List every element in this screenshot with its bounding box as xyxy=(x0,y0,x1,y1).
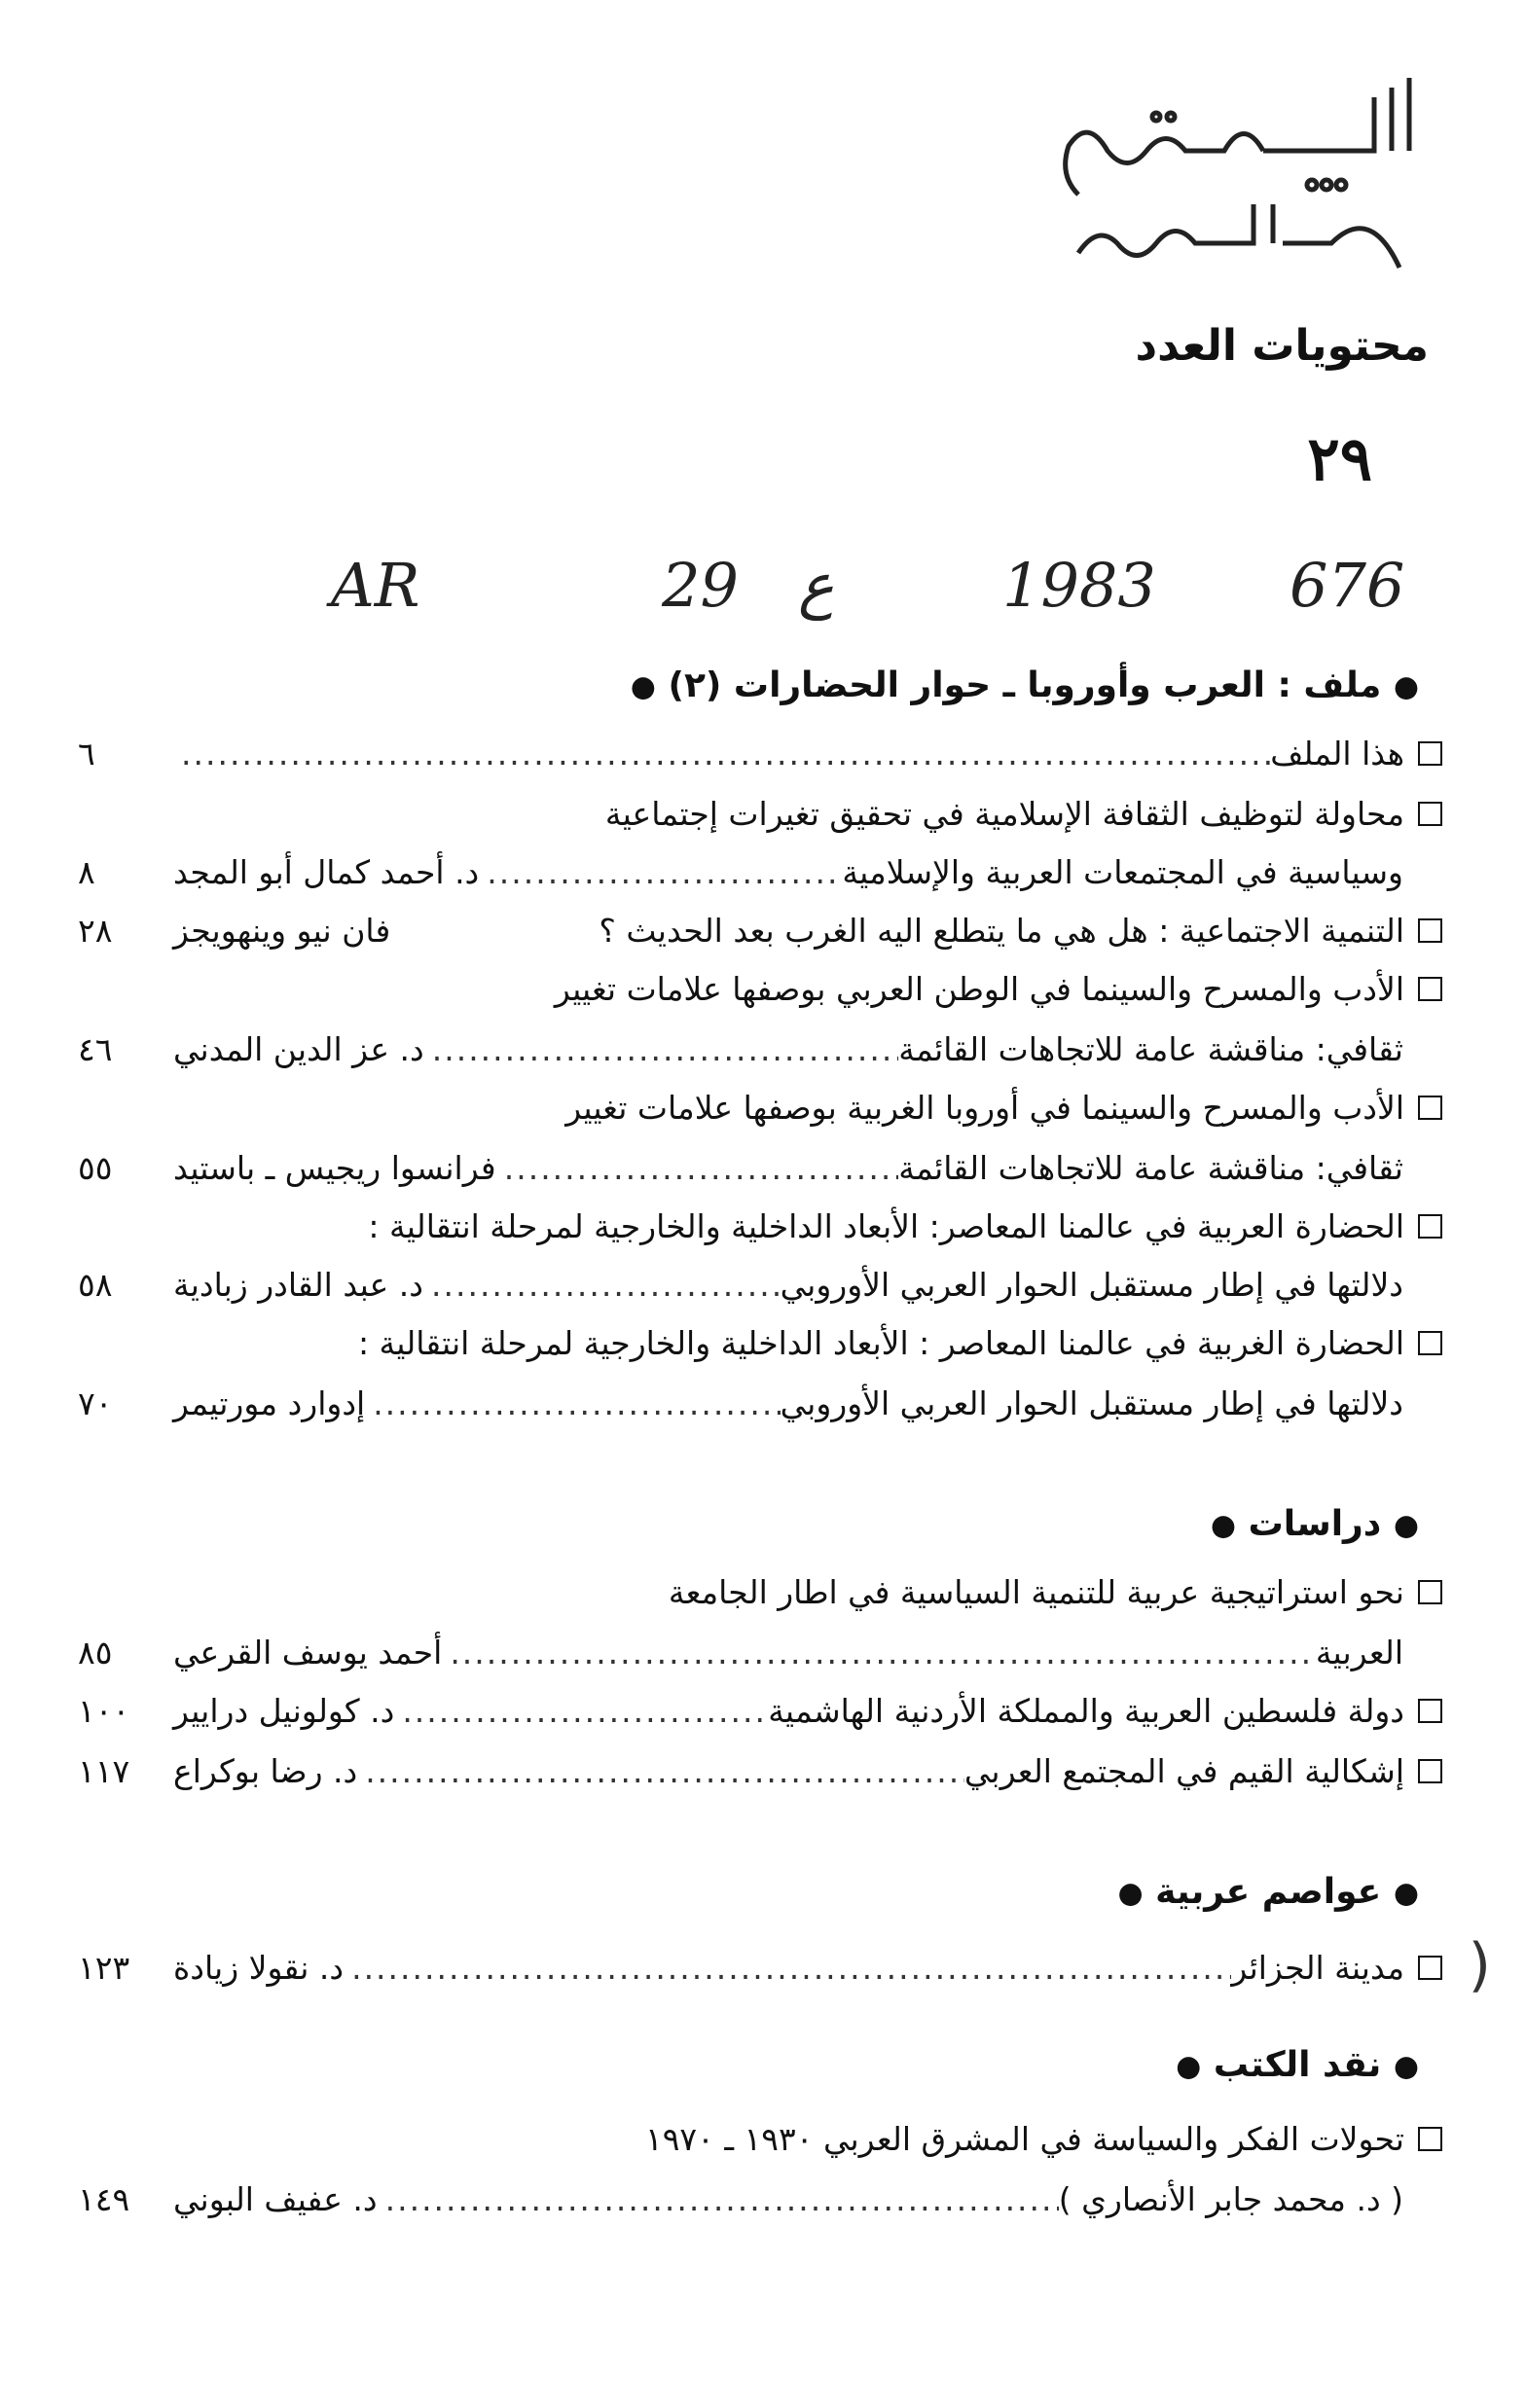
dot-leader xyxy=(442,1634,1316,1671)
toc-entry[interactable] xyxy=(78,1199,1442,1253)
entry-title: وسياسية في المجتمعات العربية والإسلامية xyxy=(842,852,1403,891)
section-title: دراسات xyxy=(1248,1504,1382,1544)
entry-title: التنمية الاجتماعية : هل هي ما يتطلع اليه الغرب بعد الحديث ؟ xyxy=(599,911,1404,950)
entry-author: فرانسوا ريجيس ـ باستيد xyxy=(173,1148,496,1187)
dot-leader xyxy=(344,1949,1231,1987)
entry-page: ٨ xyxy=(78,852,95,891)
entry-author: د. أحمد كمال أبو المجد xyxy=(173,852,480,891)
toc-entry[interactable] xyxy=(78,726,1442,780)
margin-mark: ( xyxy=(1468,1931,1491,1999)
bullet-icon: ● xyxy=(1176,2049,1202,2084)
entry-title: محاولة لتوظيف الثقافة الإسلامية في تحقيق تغيرات إجتماعية xyxy=(604,794,1404,833)
handwritten-note-a: 676 xyxy=(1290,550,1405,621)
handwritten-note-e: AR xyxy=(331,550,420,621)
toc-entry[interactable] xyxy=(78,2111,1442,2166)
issue-number: ٢٩ xyxy=(1307,423,1372,494)
entry-page: ٧٠ xyxy=(78,1384,113,1422)
entry-page: ١١٧ xyxy=(78,1751,130,1790)
section-heading xyxy=(1211,1504,1419,1544)
dot-leader xyxy=(423,1266,781,1304)
checkbox-icon xyxy=(1418,1331,1442,1355)
section-title: عواصم عربية xyxy=(1155,1872,1382,1912)
entry-author: أحمد يوسف القرعي xyxy=(173,1633,443,1671)
checkbox-icon xyxy=(1418,802,1442,826)
toc-entry[interactable] xyxy=(78,1564,1442,1619)
entry-title: تحولات الفكر والسياسة في المشرق العربي ١٩٣٠ ـ ١٩٧٠ xyxy=(644,2119,1404,2158)
toc-entry-continuation[interactable] xyxy=(78,1257,1442,1312)
dot-leader xyxy=(479,853,842,891)
entry-page: ١٢٣ xyxy=(78,1948,130,1987)
toc-entry-continuation[interactable] xyxy=(78,1022,1442,1076)
entry-title: الأدب والمسرح والسينما في أوروبا الغربية بوصفها علامات تغيير xyxy=(565,1088,1404,1127)
entry-title: ثقافي: مناقشة عامة للاتجاهات القائمة xyxy=(898,1029,1403,1068)
bullet-icon: ● xyxy=(1393,1876,1419,1911)
toc-entry[interactable] xyxy=(78,1683,1442,1738)
bullet-icon: ● xyxy=(1117,1876,1144,1911)
section-heading xyxy=(1176,2045,1419,2085)
toc-entry-continuation[interactable] xyxy=(78,1140,1442,1195)
entry-page: ٢٨ xyxy=(78,911,113,950)
entry-title: إشكالية القيم في المجتمع العربي xyxy=(963,1751,1404,1790)
checkbox-icon xyxy=(1418,1580,1442,1604)
entry-page: ٥٨ xyxy=(78,1265,113,1304)
entry-page: ٤٦ xyxy=(78,1029,113,1068)
contents-title: محتويات العدد xyxy=(1135,321,1429,371)
entry-title: مدينة الجزائر xyxy=(1231,1948,1404,1987)
toc-entry-continuation[interactable] xyxy=(78,1376,1442,1430)
bullet-icon: ● xyxy=(1393,2049,1419,2084)
entry-author: د. عز الدين المدني xyxy=(173,1029,424,1068)
checkbox-icon xyxy=(1418,2127,1442,2151)
bullet-icon: ● xyxy=(1393,669,1419,704)
entry-author: د. عفيف البوني xyxy=(173,2179,378,2218)
dot-leader xyxy=(357,1752,964,1790)
entry-title: العربية xyxy=(1315,1633,1403,1671)
entry-title: دلالتها في إطار مستقبل الحوار العربي الأوروبي xyxy=(780,1265,1403,1304)
entry-author: فان نيو وينهويجز xyxy=(173,911,391,950)
checkbox-icon xyxy=(1418,1759,1442,1783)
section-heading xyxy=(1117,1872,1419,1912)
entry-title: دلالتها في إطار مستقبل الحوار العربي الأوروبي xyxy=(780,1384,1403,1422)
toc-entry-continuation[interactable] xyxy=(78,1625,1442,1679)
logo-calligraphy xyxy=(1020,58,1429,292)
dot-leader xyxy=(173,735,1270,773)
entry-author: د. كولونيل درايير xyxy=(173,1691,395,1730)
magazine-logo xyxy=(1020,58,1429,292)
entry-page: ١٠٠ xyxy=(78,1691,130,1730)
dot-leader xyxy=(394,1692,768,1730)
toc-entry[interactable] xyxy=(78,1940,1442,1995)
handwritten-note-d: 29 xyxy=(662,550,739,621)
entry-title: ( د. محمد جابر الأنصاري ) xyxy=(1058,2179,1403,2218)
entry-author: د. عبد القادر زبادية xyxy=(173,1265,423,1304)
bullet-icon: ● xyxy=(1210,1508,1237,1543)
checkbox-icon xyxy=(1418,918,1442,943)
toc-entry[interactable] xyxy=(78,903,1442,957)
section-title: ملف : العرب وأوروبا ـ حوار الحضارات (٢) xyxy=(668,665,1382,705)
checkbox-icon xyxy=(1418,1096,1442,1120)
handwritten-note-c: ع xyxy=(798,550,834,621)
dot-leader xyxy=(378,2180,1059,2218)
toc-entry[interactable] xyxy=(78,961,1442,1016)
entry-title: ثقافي: مناقشة عامة للاتجاهات القائمة xyxy=(898,1148,1403,1187)
toc-entry[interactable] xyxy=(78,1315,1442,1370)
handwritten-note-b: 1983 xyxy=(1002,550,1156,621)
entry-page: ٨٥ xyxy=(78,1633,113,1671)
toc-entry-continuation[interactable] xyxy=(78,845,1442,899)
checkbox-icon xyxy=(1418,977,1442,1001)
entry-title: الحضارة العربية في عالمنا المعاصر: الأبعاد الداخلية والخارجية لمرحلة انتقالية : xyxy=(368,1206,1404,1245)
entry-author: إدوارد مورتيمر xyxy=(173,1384,366,1422)
bullet-icon: ● xyxy=(630,669,656,704)
entry-page: ١٤٩ xyxy=(78,2179,130,2218)
toc-entry[interactable] xyxy=(78,786,1442,841)
entry-title: الحضارة الغربية في عالمنا المعاصر : الأبعاد الداخلية والخارجية لمرحلة انتقالية : xyxy=(357,1323,1404,1362)
checkbox-icon xyxy=(1418,1956,1442,1980)
dot-leader xyxy=(496,1149,899,1187)
entry-title: نحو استراتيجية عربية للتنمية السياسية في اطار الجامعة xyxy=(668,1572,1404,1611)
dot-leader xyxy=(424,1030,899,1068)
entry-author: د. رضا بوكراع xyxy=(173,1751,358,1790)
dot-leader xyxy=(365,1384,780,1422)
entry-author: د. نقولا زيادة xyxy=(173,1948,345,1987)
section-heading xyxy=(631,665,1419,705)
section-title: نقد الكتب xyxy=(1213,2045,1382,2085)
toc-entry[interactable] xyxy=(78,1080,1442,1134)
toc-entry-continuation[interactable] xyxy=(78,2172,1442,2226)
entry-title: الأدب والمسرح والسينما في الوطن العربي بوصفها علامات تغيير xyxy=(554,969,1404,1008)
entry-title: دولة فلسطين العربية والمملكة الأردنية الهاشمية xyxy=(768,1691,1404,1730)
toc-entry[interactable] xyxy=(78,1743,1442,1798)
entry-page: ٥٥ xyxy=(78,1148,113,1187)
bullet-icon: ● xyxy=(1393,1508,1419,1543)
entry-title: هذا الملف xyxy=(1270,734,1404,773)
checkbox-icon xyxy=(1418,1214,1442,1239)
checkbox-icon xyxy=(1418,1699,1442,1723)
checkbox-icon xyxy=(1418,741,1442,766)
entry-page: ٦ xyxy=(78,734,95,773)
